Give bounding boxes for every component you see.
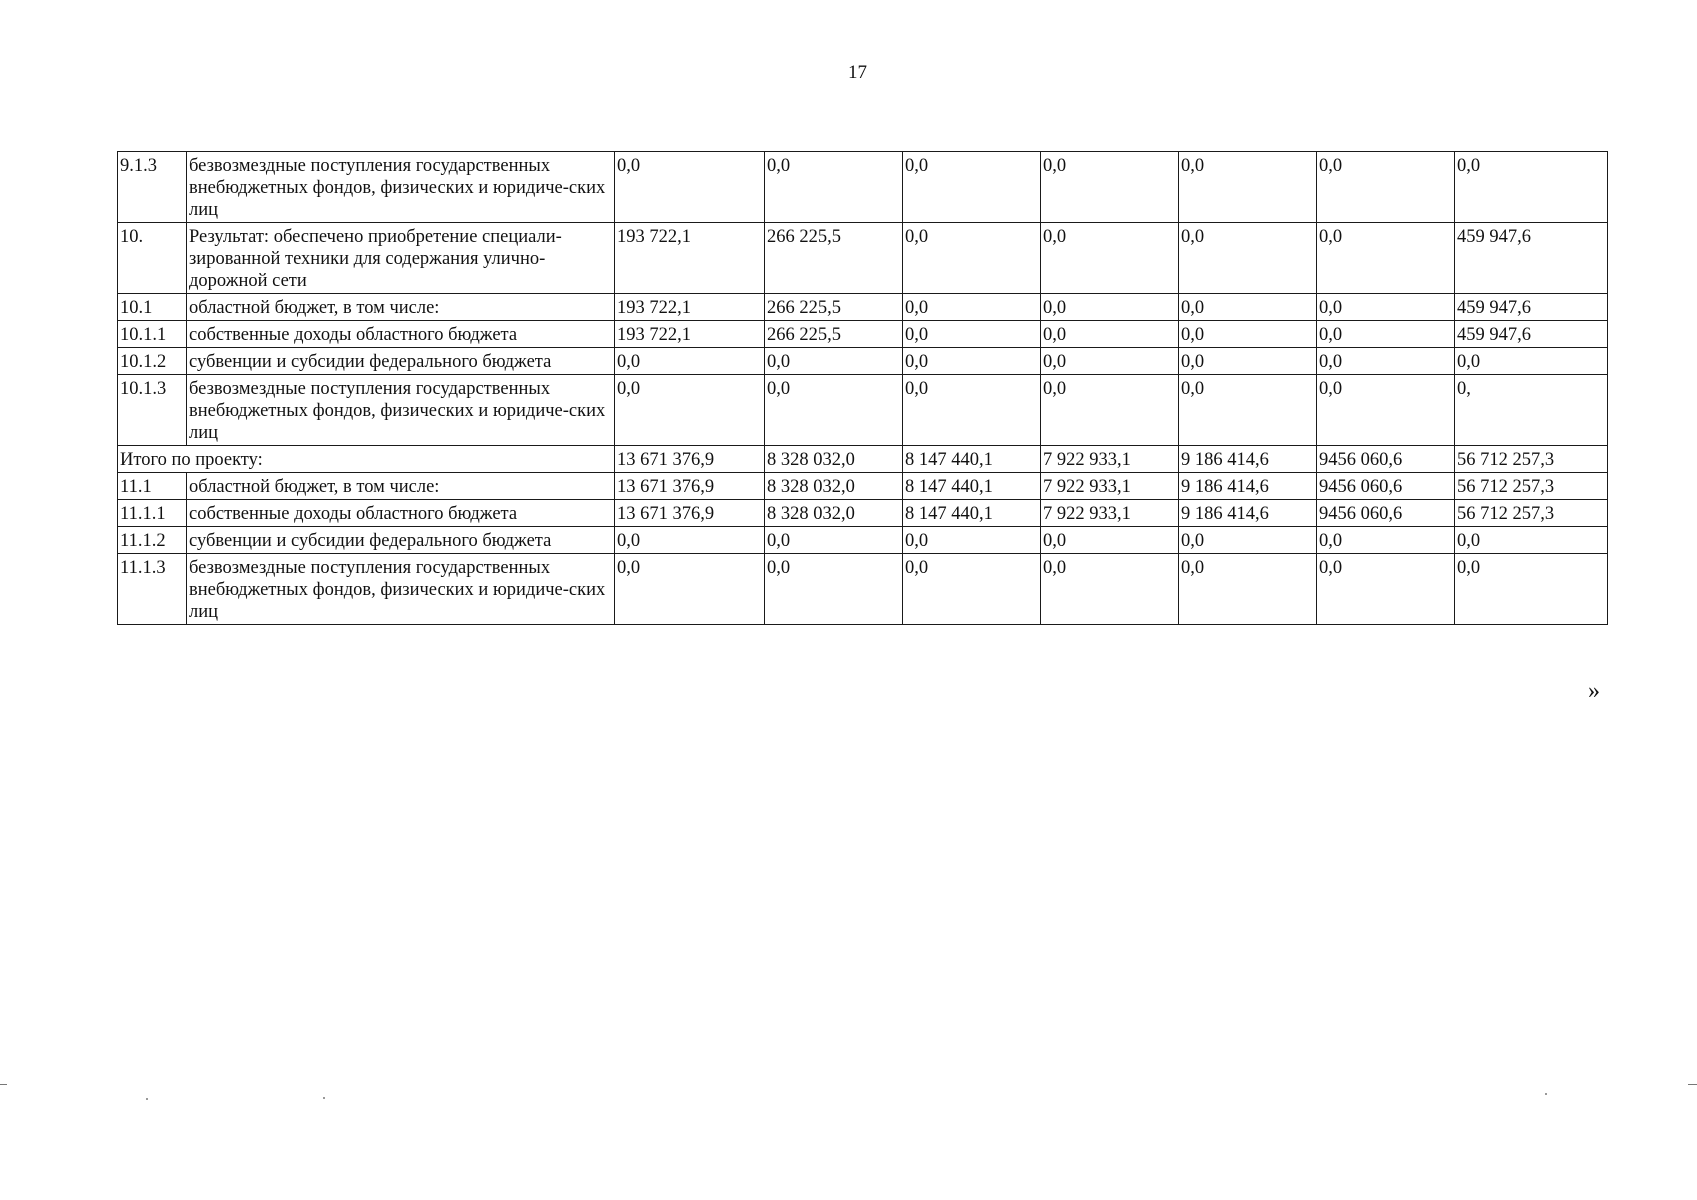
total-value-cell: 8 328 032,0	[765, 446, 903, 473]
value-cell: 0,0	[1317, 348, 1455, 375]
row-code: 11.1	[118, 473, 187, 500]
scan-dot	[1545, 1093, 1547, 1095]
value-cell: 0,0	[765, 152, 903, 223]
value-cell: 56 712 257,3	[1455, 500, 1608, 527]
row-code: 11.1.1	[118, 500, 187, 527]
value-cell: 0,0	[903, 527, 1041, 554]
row-code: 11.1.2	[118, 527, 187, 554]
value-cell: 0,0	[765, 348, 903, 375]
value-cell: 0,0	[1455, 554, 1608, 625]
table-row	[118, 500, 1608, 527]
value-cell: 7 922 933,1	[1041, 500, 1179, 527]
value-cell: 266 225,5	[765, 294, 903, 321]
value-cell: 193 722,1	[615, 223, 765, 294]
scan-edge-mark-left	[0, 1084, 7, 1085]
value-cell: 459 947,6	[1455, 294, 1608, 321]
total-value-cell: 7 922 933,1	[1041, 446, 1179, 473]
value-cell: 7 922 933,1	[1041, 473, 1179, 500]
table-row	[118, 375, 1608, 446]
row-code: 11.1.3	[118, 554, 187, 625]
row-code: 10.1.2	[118, 348, 187, 375]
table-body	[118, 152, 1608, 625]
table-row	[118, 527, 1608, 554]
value-cell: 0,0	[1179, 527, 1317, 554]
value-cell: 8 147 440,1	[903, 500, 1041, 527]
budget-table	[117, 151, 1608, 625]
value-cell: 0,0	[1041, 527, 1179, 554]
row-description: областной бюджет, в том числе:	[187, 473, 615, 500]
value-cell: 193 722,1	[615, 294, 765, 321]
row-code: 9.1.3	[118, 152, 187, 223]
table-row	[118, 554, 1608, 625]
scan-dot	[323, 1097, 325, 1099]
row-description: безвозмездные поступления государственных внебюджетных фондов, физических и юридиче-ских лиц	[187, 152, 615, 223]
row-code: 10.	[118, 223, 187, 294]
value-cell: 8 328 032,0	[765, 500, 903, 527]
value-cell: 0,0	[1317, 152, 1455, 223]
value-cell: 13 671 376,9	[615, 500, 765, 527]
total-value-cell: 9 186 414,6	[1179, 446, 1317, 473]
total-value-cell: 9456 060,6	[1317, 446, 1455, 473]
value-cell: 0,0	[765, 375, 903, 446]
value-cell: 0,0	[1179, 348, 1317, 375]
value-cell: 9 186 414,6	[1179, 473, 1317, 500]
value-cell: 0,0	[1455, 348, 1608, 375]
table-row	[118, 294, 1608, 321]
total-value-cell: 8 147 440,1	[903, 446, 1041, 473]
value-cell: 0,0	[1041, 223, 1179, 294]
total-label: Итого по проекту:	[118, 446, 615, 473]
row-description: собственные доходы областного бюджета	[187, 500, 615, 527]
value-cell: 0,0	[1317, 375, 1455, 446]
value-cell: 266 225,5	[765, 223, 903, 294]
total-value-cell: 13 671 376,9	[615, 446, 765, 473]
row-description: субвенции и субсидии федерального бюджета	[187, 348, 615, 375]
value-cell: 0,0	[1179, 152, 1317, 223]
value-cell: 9456 060,6	[1317, 473, 1455, 500]
value-cell: 0,0	[903, 321, 1041, 348]
page-number: 17	[848, 62, 867, 83]
total-row	[118, 446, 1608, 473]
row-code: 10.1.3	[118, 375, 187, 446]
value-cell: 0,0	[1455, 527, 1608, 554]
value-cell: 0,0	[903, 554, 1041, 625]
value-cell: 0,0	[1317, 223, 1455, 294]
value-cell: 9456 060,6	[1317, 500, 1455, 527]
value-cell: 0,0	[903, 375, 1041, 446]
value-cell: 0,	[1455, 375, 1608, 446]
value-cell: 0,0	[1317, 321, 1455, 348]
value-cell: 13 671 376,9	[615, 473, 765, 500]
value-cell: 0,0	[1041, 554, 1179, 625]
table-row	[118, 223, 1608, 294]
table-row	[118, 473, 1608, 500]
value-cell: 0,0	[1455, 152, 1608, 223]
value-cell: 459 947,6	[1455, 321, 1608, 348]
row-code: 10.1	[118, 294, 187, 321]
row-code: 10.1.1	[118, 321, 187, 348]
value-cell: 0,0	[1041, 152, 1179, 223]
value-cell: 459 947,6	[1455, 223, 1608, 294]
value-cell: 0,0	[1041, 321, 1179, 348]
value-cell: 0,0	[615, 375, 765, 446]
row-description: Результат: обеспечено приобретение специали-зированной техники для содержания улично-дорожной сети	[187, 223, 615, 294]
value-cell: 0,0	[1317, 294, 1455, 321]
total-value-cell: 56 712 257,3	[1455, 446, 1608, 473]
value-cell: 266 225,5	[765, 321, 903, 348]
value-cell: 0,0	[903, 223, 1041, 294]
value-cell: 0,0	[1041, 348, 1179, 375]
value-cell: 0,0	[1179, 223, 1317, 294]
table-row	[118, 152, 1608, 223]
value-cell: 0,0	[615, 152, 765, 223]
value-cell: 0,0	[903, 152, 1041, 223]
value-cell: 56 712 257,3	[1455, 473, 1608, 500]
value-cell: 0,0	[1179, 375, 1317, 446]
value-cell: 0,0	[1179, 554, 1317, 625]
closing-quote: »	[1588, 678, 1600, 704]
value-cell: 0,0	[1041, 294, 1179, 321]
value-cell: 0,0	[1179, 321, 1317, 348]
scan-edge-mark-right	[1688, 1084, 1697, 1085]
row-description: областной бюджет, в том числе:	[187, 294, 615, 321]
value-cell: 0,0	[615, 348, 765, 375]
row-description: субвенции и субсидии федерального бюджета	[187, 527, 615, 554]
row-description: безвозмездные поступления государственных внебюджетных фондов, физических и юридиче-ских лиц	[187, 554, 615, 625]
value-cell: 0,0	[1041, 375, 1179, 446]
value-cell: 0,0	[903, 294, 1041, 321]
value-cell: 0,0	[1317, 554, 1455, 625]
value-cell: 8 328 032,0	[765, 473, 903, 500]
value-cell: 0,0	[615, 554, 765, 625]
scan-dot	[146, 1098, 148, 1100]
value-cell: 0,0	[903, 348, 1041, 375]
table-row	[118, 348, 1608, 375]
value-cell: 0,0	[1179, 294, 1317, 321]
table-row	[118, 321, 1608, 348]
value-cell: 8 147 440,1	[903, 473, 1041, 500]
value-cell: 0,0	[765, 527, 903, 554]
value-cell: 193 722,1	[615, 321, 765, 348]
row-description: безвозмездные поступления государственных внебюджетных фондов, физических и юридиче-ских лиц	[187, 375, 615, 446]
row-description: собственные доходы областного бюджета	[187, 321, 615, 348]
value-cell: 0,0	[1317, 527, 1455, 554]
value-cell: 0,0	[615, 527, 765, 554]
value-cell: 9 186 414,6	[1179, 500, 1317, 527]
value-cell: 0,0	[765, 554, 903, 625]
